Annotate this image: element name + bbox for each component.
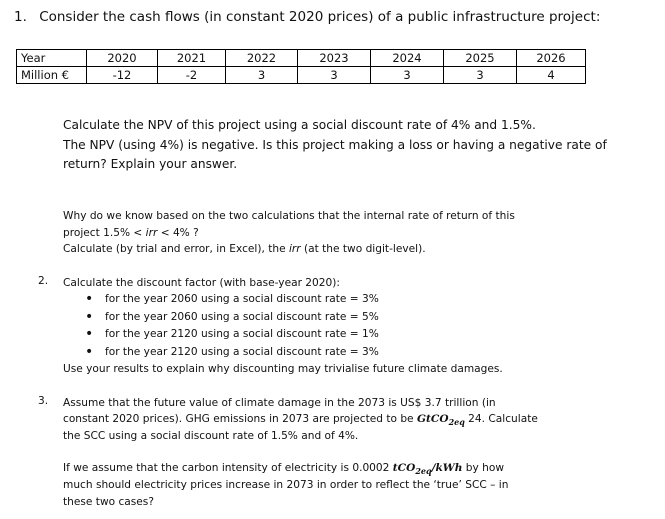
intensity-text-pre: If we assume that the carbon intensity of electricity is 0.0002	[63, 462, 393, 474]
unit-subscript: 2eq	[415, 466, 432, 477]
paragraph-line: much should electricity prices increase in 2073 in order to reflect the ‘true’ SCC – in	[63, 479, 509, 491]
unit-gtco2	[416, 413, 465, 428]
question-2-intro: Calculate the discount factor (with base-year 2020):	[63, 277, 340, 289]
question-1-text: Consider the cash flows (in constant 2020 prices) of a public infrastructure project:	[39, 9, 601, 25]
irr-calc-post: (at the two digit-level).	[300, 243, 426, 255]
ghg-text-post: 24. Calculate	[464, 413, 538, 425]
table-cell-year: 2021	[158, 50, 226, 67]
cash-flow-table	[16, 49, 586, 84]
table-row-value	[17, 67, 586, 84]
irr-calc-pre: Calculate (by trial and error, in Excel), the	[63, 243, 289, 255]
table-cell-year: 2023	[298, 50, 371, 67]
table-cell-year: 2020	[87, 50, 158, 67]
question-3-number: 3.	[38, 395, 49, 407]
paragraph-line: Why do we know based on the two calculations that the internal rate of return of this	[63, 210, 515, 222]
bullet-item: • for the year 2060 using a social discount rate = 3%	[105, 293, 379, 305]
paragraph-line: Assume that the future value of climate damage in the 2073 is US$ 3.7 trillion (in	[63, 397, 496, 409]
table-row-year	[17, 50, 586, 67]
question-2-outro: Use your results to explain why discounting may trivialise future climate damages.	[63, 363, 503, 375]
bullet-item: • for the year 2060 using a social discount rate = 5%	[105, 311, 379, 323]
table-header-million: Million €	[17, 67, 87, 84]
table-cell-value: 3	[298, 67, 371, 84]
question-1-title	[14, 9, 600, 25]
irr-term: irr	[145, 227, 158, 239]
table-cell-value: -12	[87, 67, 158, 84]
table-cell-value: 3	[444, 67, 517, 84]
table-cell-year: 2025	[444, 50, 517, 67]
unit-base: tCO	[392, 462, 416, 474]
irr-text-pre: project 1.5% <	[63, 227, 146, 239]
table-cell-value: 3	[371, 67, 444, 84]
question-1-number: 1.	[14, 9, 27, 25]
unit-tco2	[392, 462, 463, 477]
paragraph-line: these two cases?	[63, 496, 154, 508]
table-cell-value: 3	[226, 67, 298, 84]
question-2-number: 2.	[38, 275, 49, 287]
ghg-text-pre: constant 2020 prices). GHG emissions in 2073 are projected to be	[63, 413, 417, 425]
paragraph-line	[63, 225, 199, 243]
unit-subscript: 2eq	[448, 417, 465, 428]
table-cell-year: 2024	[371, 50, 444, 67]
paragraph-line: the SCC using a social discount rate of 1.5% and of 4%.	[63, 430, 359, 442]
bullet-item: • for the year 2120 using a social discount rate = 1%	[105, 328, 379, 340]
irr-term: irr	[288, 243, 301, 255]
unit-per-kwh: /kWh	[431, 462, 463, 474]
table-cell-year: 2026	[517, 50, 586, 67]
table-header-year: Year	[17, 50, 87, 67]
paragraph-line: return? Explain your answer.	[63, 157, 238, 171]
table-cell-year: 2022	[226, 50, 298, 67]
table-cell-value: -2	[158, 67, 226, 84]
paragraph-line: The NPV (using 4%) is negative. Is this project making a loss or having a negative rate of	[63, 138, 607, 152]
paragraph-line: Calculate the NPV of this project using a social discount rate of 4% and 1.5%.	[63, 118, 536, 132]
intensity-text-post: by how	[462, 462, 504, 474]
table-cell-value: 4	[517, 67, 586, 84]
bullet-item: • for the year 2120 using a social discount rate = 3%	[105, 346, 379, 358]
paragraph-line	[63, 241, 426, 259]
unit-base: GtCO	[416, 413, 449, 425]
irr-text-post: < 4% ?	[157, 227, 199, 239]
